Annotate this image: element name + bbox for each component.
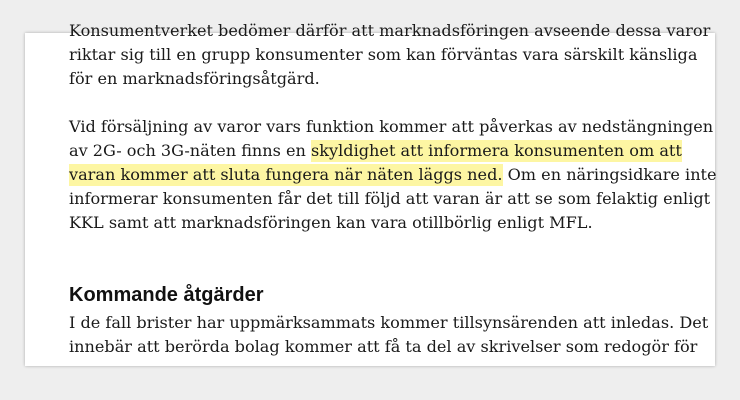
document-page <box>69 19 717 359</box>
text-line: Vid försäljning av varor vars funktion kommer att påverkas av nedstängningen <box>69 117 714 136</box>
highlighted-text[interactable]: varan kommer att sluta fungera när näten läggs ned. <box>69 165 503 184</box>
text-line: riktar sig till en grupp konsumenter som kan förväntas vara särskilt känsliga <box>69 45 698 64</box>
paragraph-spacer <box>69 91 699 115</box>
text-line: för en marknadsföringsåtgärd. <box>69 69 320 88</box>
text-segment: av 2G- och 3G-näten finns en <box>69 141 312 160</box>
text-line: Konsumentverket bedömer därför att marknadsföringen avseende dessa varor <box>69 21 711 40</box>
section-heading: Kommande åtgärder <box>69 284 264 306</box>
text-line <box>69 139 699 163</box>
text-line: I de fall brister har uppmärksammats kommer tillsynsärenden att inledas. Det <box>69 313 709 332</box>
text-line: informerar konsumenten får det till följd att varan är att se som felaktig enligt <box>69 189 711 208</box>
text-line: innebär att berörda bolag kommer att få ta del av skrivelser som redogör för <box>69 337 698 356</box>
paragraph-information-duty <box>69 115 717 235</box>
text-line <box>69 163 717 187</box>
text-segment: Om en näringsidkare inte <box>502 165 717 184</box>
paragraph-upcoming-actions <box>69 311 709 359</box>
text-line: KKL samt att marknadsföringen kan vara otillbörlig enligt MFL. <box>69 213 593 232</box>
section-spacer <box>69 235 699 281</box>
highlighted-text[interactable]: skyldighet att informera konsumenten om att <box>311 141 682 160</box>
document-viewport[interactable] <box>25 21 717 366</box>
paragraph-assessment <box>69 19 711 91</box>
